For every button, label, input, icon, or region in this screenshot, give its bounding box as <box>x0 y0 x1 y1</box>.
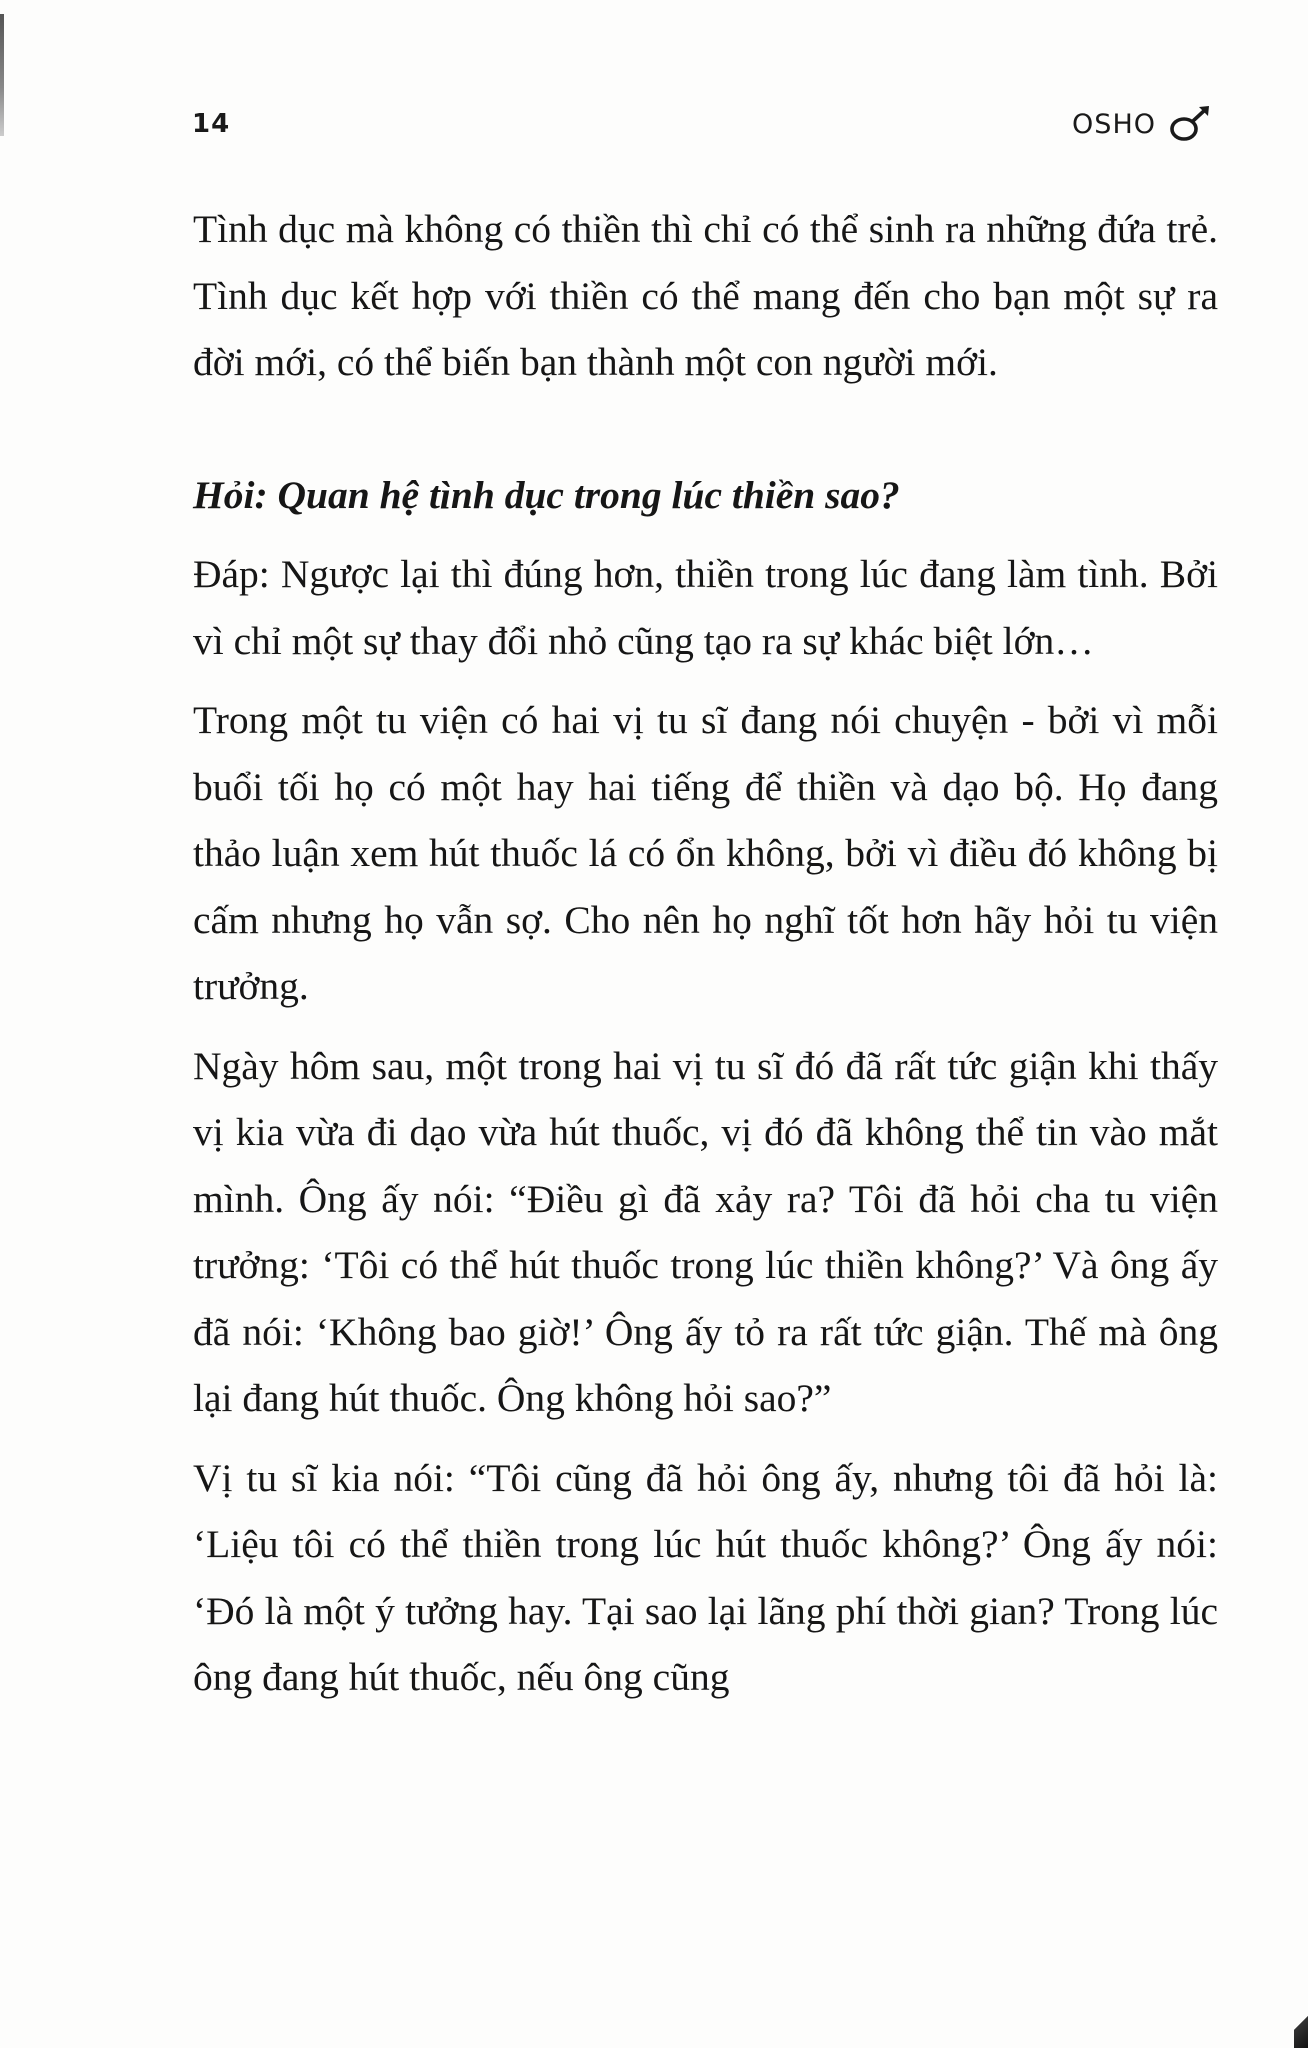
paragraph-next-day: Ngày hôm sau, một trong hai vị tu sĩ đó đã rất tức giận khi thấy vị kia vừa đi dạo vừa hút thuốc, vị đó đã không thể tin vào mắt mình. Ông ấy nói: “Điều gì đã xảy ra? Tôi đã hỏi cha tu viện trưởng: ‘Tôi có thể hút thuốc trong lúc thiền không?’ Và ông ấy đã nói: ‘Không bao giờ!’ Ông ấy tỏ ra rất tức giận. Thế mà ông lại đang hút thuốc. Ông không hỏi sao?” <box>193 1043 1218 1420</box>
book-spine-edge <box>0 14 4 136</box>
header-author-group <box>1072 104 1212 144</box>
page-corner-shadow <box>1294 2008 1308 2048</box>
paragraph-monastery-story: Trong một tu viện có hai vị tu sĩ đang nói chuyện - bởi vì mỗi buổi tối họ có một hay hai tiếng để thiền và dạo bộ. Họ đang thảo luận xem hút thuốc lá có ổn không, bởi vì điều đó không bị cấm nhưng họ vẫn sợ. Cho nên họ nghĩ tốt hơn hãy hỏi tu viện trưởng. <box>193 698 1218 1008</box>
male-symbol-icon <box>1168 104 1212 144</box>
header-author: OSHO <box>1072 108 1156 140</box>
running-header <box>192 104 1212 144</box>
paragraph-answer: Đáp: Ngược lại thì đúng hơn, thiền trong lúc đang làm tình. Bởi vì chỉ một sự thay đổi nhỏ cũng tạo ra sự khác biệt lớn… <box>193 552 1218 663</box>
page-text-body <box>193 196 1218 1711</box>
paragraph-intro: Tình dục mà không có thiền thì chỉ có thể sinh ra những đứa trẻ. Tình dục kết hợp với thiền có thể mang đến cho bạn một sự ra đời mới, có thể biến bạn thành một con người mới. <box>193 207 1218 384</box>
question-heading: Hỏi: Quan hệ tình dục trong lúc thiền sao? <box>193 472 900 517</box>
paragraph-other-monk-reply: Vị tu sĩ kia nói: “Tôi cũng đã hỏi ông ấy, nhưng tôi đã hỏi là: ‘Liệu tôi có thể thiền trong lúc hút thuốc không?’ Ông ấy nói: ‘Đó là một ý tưởng hay. Tại sao lại lãng phí thời gian? Trong lúc ông đang hút thuốc, nếu ông cũng <box>193 1455 1218 1699</box>
page-number: 14 <box>192 109 231 139</box>
